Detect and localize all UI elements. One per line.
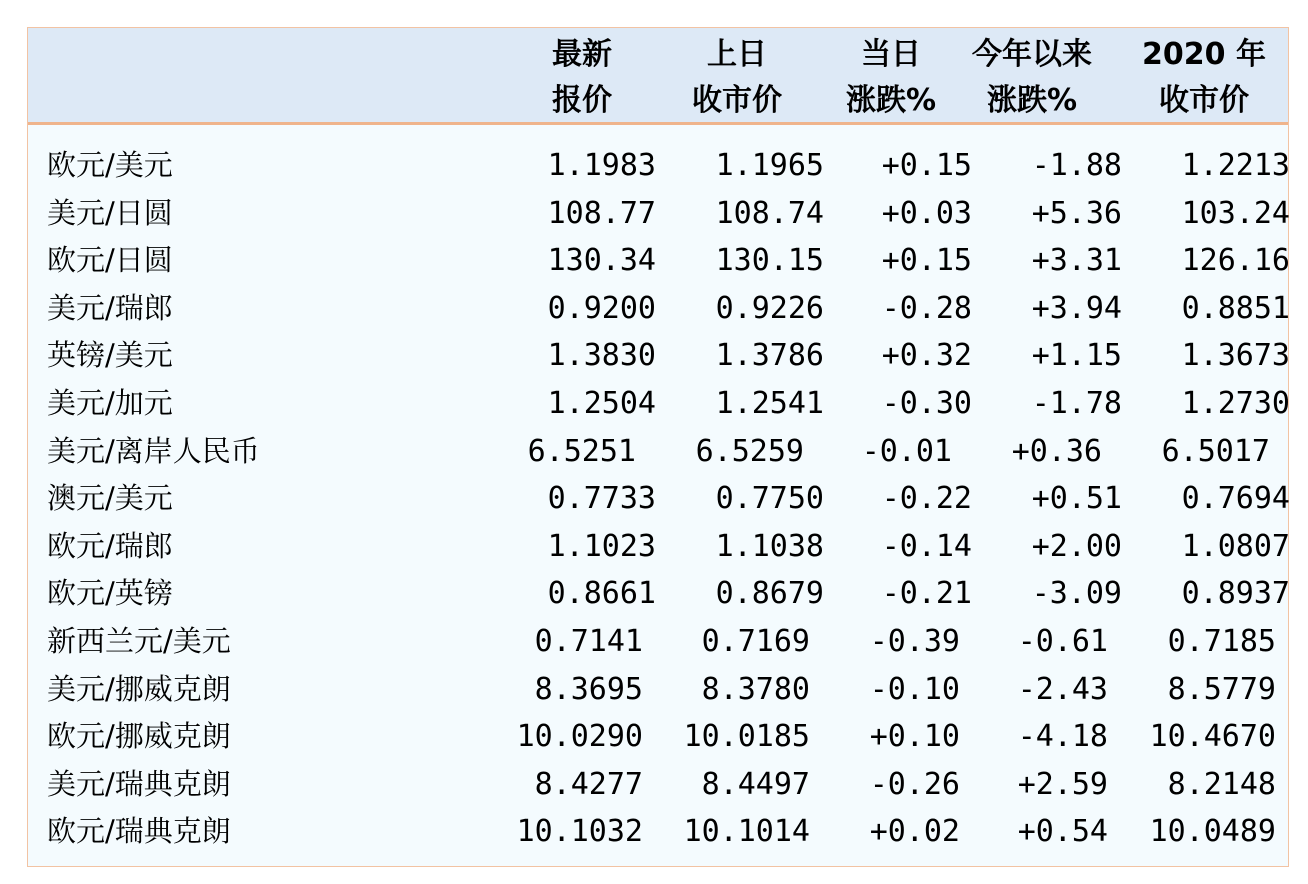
header-day-change-line1: 当日 <box>861 37 921 72</box>
pair-name: 欧元/日圆 <box>47 243 173 278</box>
latest-price: 1.2504 <box>547 385 656 421</box>
prev-close: 10.1014 <box>683 814 810 850</box>
ytd-change: -1.88 <box>1031 148 1122 183</box>
day-change: -0.21 <box>881 576 972 612</box>
prev-close: 8.4497 <box>701 766 810 802</box>
table-row <box>28 380 1288 428</box>
pair-name: 澳元/美元 <box>47 481 173 516</box>
prev-close: 1.1965 <box>715 148 824 183</box>
prev-close: 6.5259 <box>695 433 804 469</box>
header-close-2020-line1: 2020 年 <box>1142 37 1266 72</box>
fx-quote-table <box>27 27 1289 867</box>
close-2020: 1.3673 <box>1181 338 1290 374</box>
header-latest-line2: 报价 <box>552 83 612 118</box>
day-change: +0.15 <box>881 148 972 183</box>
latest-price: 8.3695 <box>534 671 643 707</box>
ytd-change: +2.59 <box>1017 766 1108 802</box>
prev-close: 1.1038 <box>715 528 824 564</box>
close-2020: 126.16 <box>1181 243 1290 279</box>
day-change: +0.02 <box>869 814 960 850</box>
table-row <box>28 808 1288 856</box>
prev-close: 10.0185 <box>683 719 810 755</box>
ytd-change: -4.18 <box>1017 719 1108 755</box>
header-prev-close <box>668 32 806 124</box>
table-header <box>28 28 1288 125</box>
day-change: -0.14 <box>881 528 972 564</box>
prev-close: 108.74 <box>715 195 824 231</box>
latest-price: 0.7733 <box>547 481 656 517</box>
table-body <box>28 142 1288 856</box>
table-row <box>28 713 1288 761</box>
table-row <box>28 761 1288 809</box>
pair-name: 欧元/挪威克朗 <box>47 719 231 754</box>
close-2020: 1.2213 <box>1181 148 1290 183</box>
ytd-change: -2.43 <box>1017 671 1108 707</box>
latest-price: 6.5251 <box>527 433 636 469</box>
pair-name: 英镑/美元 <box>47 338 173 373</box>
close-2020: 0.7694 <box>1181 481 1290 517</box>
day-change: -0.01 <box>861 433 952 469</box>
table-row <box>28 570 1288 618</box>
pair-name: 美元/加元 <box>47 385 173 420</box>
header-ytd-change <box>958 32 1106 124</box>
day-change: +0.15 <box>881 243 972 279</box>
day-change: +0.10 <box>869 719 960 755</box>
latest-price: 130.34 <box>547 243 656 279</box>
close-2020: 8.5779 <box>1167 671 1276 707</box>
ytd-change: +1.15 <box>1031 338 1122 374</box>
table-row <box>28 237 1288 285</box>
day-change: -0.28 <box>881 290 972 326</box>
pair-name: 美元/日圆 <box>47 195 173 230</box>
prev-close: 130.15 <box>715 243 824 279</box>
ytd-change: -3.09 <box>1031 576 1122 612</box>
ytd-change: +3.31 <box>1031 243 1122 279</box>
pair-name: 欧元/瑞郎 <box>47 528 173 563</box>
table-row <box>28 332 1288 380</box>
header-day-change <box>836 32 946 124</box>
table-row <box>28 475 1288 523</box>
prev-close: 1.2541 <box>715 385 824 421</box>
ytd-change: +0.54 <box>1017 814 1108 850</box>
prev-close: 0.9226 <box>715 290 824 326</box>
close-2020: 103.24 <box>1181 195 1290 231</box>
prev-close: 1.3786 <box>715 338 824 374</box>
table-row <box>28 142 1288 190</box>
day-change: -0.26 <box>869 766 960 802</box>
latest-price: 1.1023 <box>547 528 656 564</box>
close-2020: 1.0807 <box>1181 528 1290 564</box>
pair-name: 欧元/瑞典克朗 <box>47 814 231 849</box>
latest-price: 0.9200 <box>547 290 656 326</box>
pair-name: 美元/瑞典克朗 <box>47 766 231 801</box>
close-2020: 1.2730 <box>1181 385 1290 421</box>
latest-price: 108.77 <box>547 195 656 231</box>
close-2020: 10.4670 <box>1149 719 1276 755</box>
header-prev-close-line1: 上日 <box>707 37 767 72</box>
pair-name: 美元/挪威克朗 <box>47 671 231 706</box>
latest-price: 0.8661 <box>547 576 656 612</box>
table-row <box>28 190 1288 238</box>
close-2020: 0.8851 <box>1181 290 1290 326</box>
prev-close: 0.8679 <box>715 576 824 612</box>
latest-price: 8.4277 <box>534 766 643 802</box>
prev-close: 0.7169 <box>701 623 810 659</box>
pair-name: 欧元/英镑 <box>47 576 173 611</box>
header-ytd-change-line2: 涨跌% <box>986 83 1078 118</box>
day-change: -0.10 <box>869 671 960 707</box>
table-row <box>28 285 1288 333</box>
header-prev-close-line2: 收市价 <box>692 83 782 118</box>
close-2020: 0.8937 <box>1181 576 1290 612</box>
pair-name: 新西兰元/美元 <box>47 623 231 658</box>
table-row <box>28 428 1288 476</box>
prev-close: 0.7750 <box>715 481 824 517</box>
header-ytd-change-line1: 今年以来 <box>972 37 1092 72</box>
latest-price: 0.7141 <box>534 623 643 659</box>
ytd-change: +0.36 <box>1011 433 1102 469</box>
prev-close: 8.3780 <box>701 671 810 707</box>
close-2020: 10.0489 <box>1149 814 1276 850</box>
table-row <box>28 666 1288 714</box>
ytd-change: +2.00 <box>1031 528 1122 564</box>
ytd-change: -0.61 <box>1017 623 1108 659</box>
header-latest-line1: 最新 <box>552 37 612 72</box>
day-change: +0.32 <box>881 338 972 374</box>
header-close-2020-line2: 收市价 <box>1159 83 1249 118</box>
day-change: -0.30 <box>881 385 972 421</box>
header-close-2020 <box>1134 32 1274 124</box>
latest-price: 1.3830 <box>547 338 656 374</box>
day-change: -0.39 <box>869 623 960 659</box>
ytd-change: +3.94 <box>1031 290 1122 326</box>
table-row <box>28 523 1288 571</box>
day-change: -0.22 <box>881 481 972 517</box>
pair-name: 欧元/美元 <box>47 148 173 182</box>
close-2020: 6.5017 <box>1161 433 1270 469</box>
close-2020: 0.7185 <box>1167 623 1276 659</box>
latest-price: 1.1983 <box>547 148 656 183</box>
ytd-change: -1.78 <box>1031 385 1122 421</box>
pair-name: 美元/瑞郎 <box>47 290 173 325</box>
close-2020: 8.2148 <box>1167 766 1276 802</box>
header-latest-price <box>534 32 630 124</box>
ytd-change: +0.51 <box>1031 481 1122 517</box>
latest-price: 10.0290 <box>516 719 643 755</box>
latest-price: 10.1032 <box>516 814 643 850</box>
ytd-change: +5.36 <box>1031 195 1122 231</box>
table-row <box>28 618 1288 666</box>
pair-name: 美元/离岸人民币 <box>47 433 260 468</box>
day-change: +0.03 <box>881 195 972 231</box>
header-day-change-line2: 涨跌% <box>845 83 937 118</box>
